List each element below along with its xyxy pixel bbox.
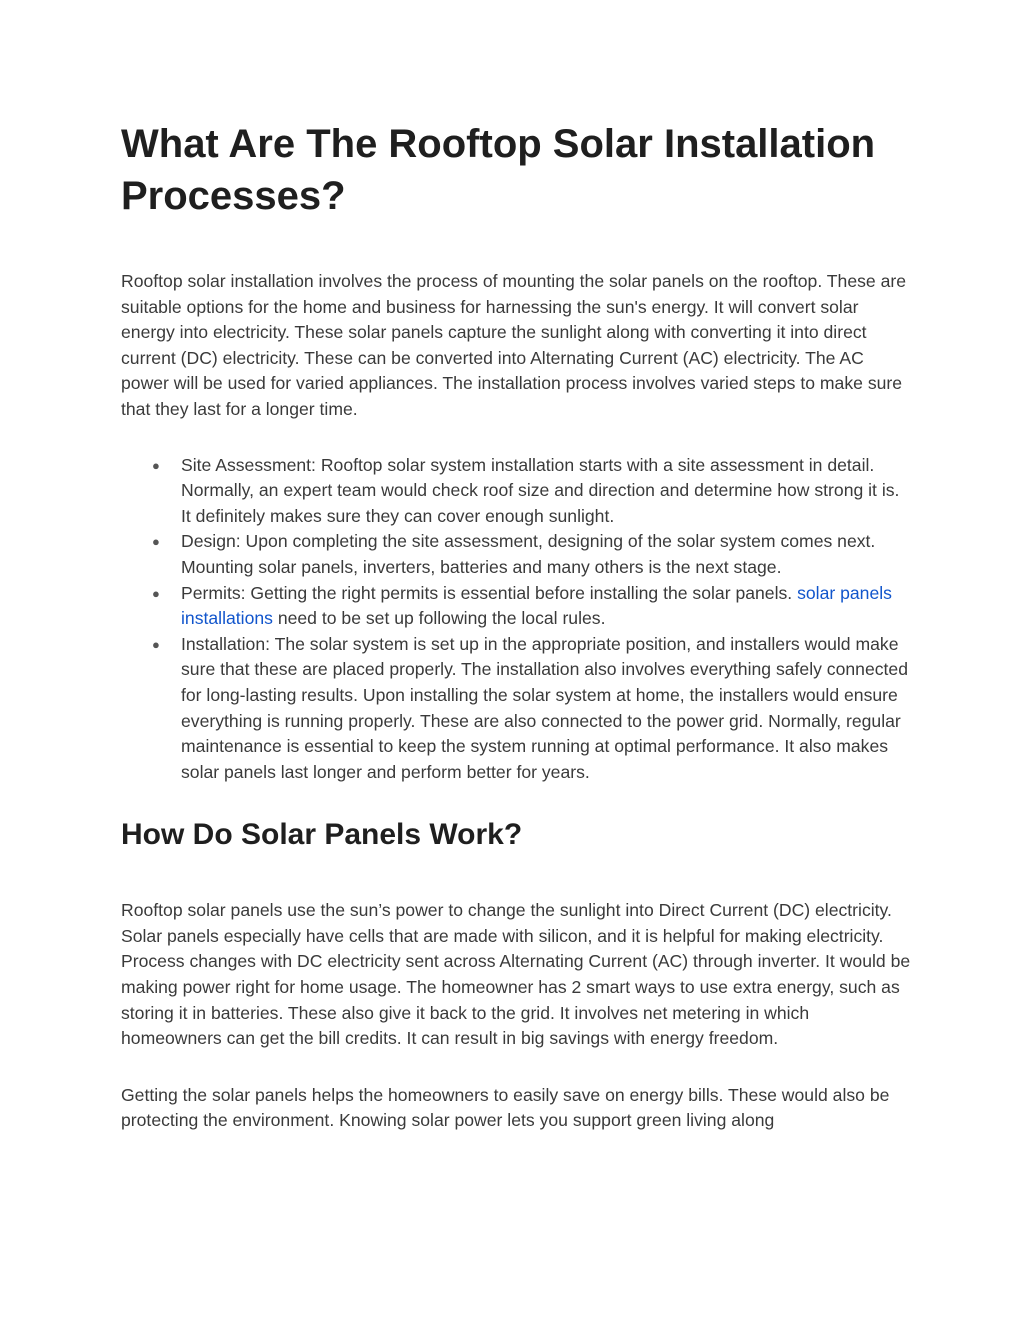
solar-panels-installations-link[interactable]: solar panels installations (181, 582, 892, 629)
document-page (121, 118, 911, 1134)
intro-paragraph: Rooftop solar installation involves the process of mounting the solar panels on the rooftop. These are suitable options for the home and business for harnessing the sun's energy. It will convert solar energy into electricity. These solar panels capture the sunlight along with converting it into direct current (DC) electricity. These can be converted into Alternating Current (AC) electricity. The AC power will be used for varied appliances. The installation process involves varied steps to make sure that they last for a longer time. (121, 271, 907, 419)
list-item-text: Installation: The solar system is set up in the appropriate position, and installers would make sure that these are placed properly. The installation also involves everything safely connected for long-lasting results. Upon installing the solar system at home, the installers would ensure everything is running properly. These are also connected to the power grid. Normally, regular maintenance is essential to keep the system running at optimal performance. It also makes solar panels last longer and perform better for years. (181, 633, 908, 782)
list-item-site-assessment (121, 453, 911, 530)
bullet-icon: ● (152, 534, 160, 550)
installation-steps-list (121, 453, 911, 786)
bullet-icon: ● (152, 457, 160, 473)
list-item-text-before-link: Permits: Getting the right permits is essential before installing the solar panels. (181, 582, 798, 603)
list-item-installation (121, 632, 911, 786)
benefits-paragraph: Getting the solar panels helps the homeowners to easily save on energy bills. These would also be protecting the environment. Knowing solar power lets you support green living along (121, 1084, 890, 1131)
page-title: What Are The Rooftop Solar Installation Processes? (121, 122, 876, 218)
list-item-permits (121, 581, 911, 632)
list-item-text: Site Assessment: Rooftop solar system installation starts with a site assessment in detail. Normally, an expert team would check roof size and direction and determine how strong it is. It definitely makes sure they can cover enough sunlight. (181, 454, 900, 526)
bullet-icon: ● (152, 636, 160, 652)
list-item-text: Design: Upon completing the site assessment, designing of the solar system comes next. Mounting solar panels, inverters, batteries and many others is the next stage. (181, 531, 876, 577)
how-it-works-paragraph: Rooftop solar panels use the sun’s power to change the sunlight into Direct Current (DC) electricity. Solar panels especially have cells that are made with silicon, and it is helpful for making electricity. Process changes with DC electricity sent across Alternating Current (AC) through inverter. It would be making power right for home usage. The homeowner has 2 smart ways to use extra energy, such as storing it in batteries. These also give it back to the grid. It involves net metering in which homeowners can get the bill credits. It can result in big savings with energy freedom. (121, 900, 911, 1049)
list-item-design (121, 529, 911, 580)
bullet-icon: ● (152, 585, 160, 601)
section-heading-how-solar-panels-work: How Do Solar Panels Work? (121, 818, 523, 852)
list-item-text-after-link: need to be set up following the local rules. (272, 608, 606, 629)
